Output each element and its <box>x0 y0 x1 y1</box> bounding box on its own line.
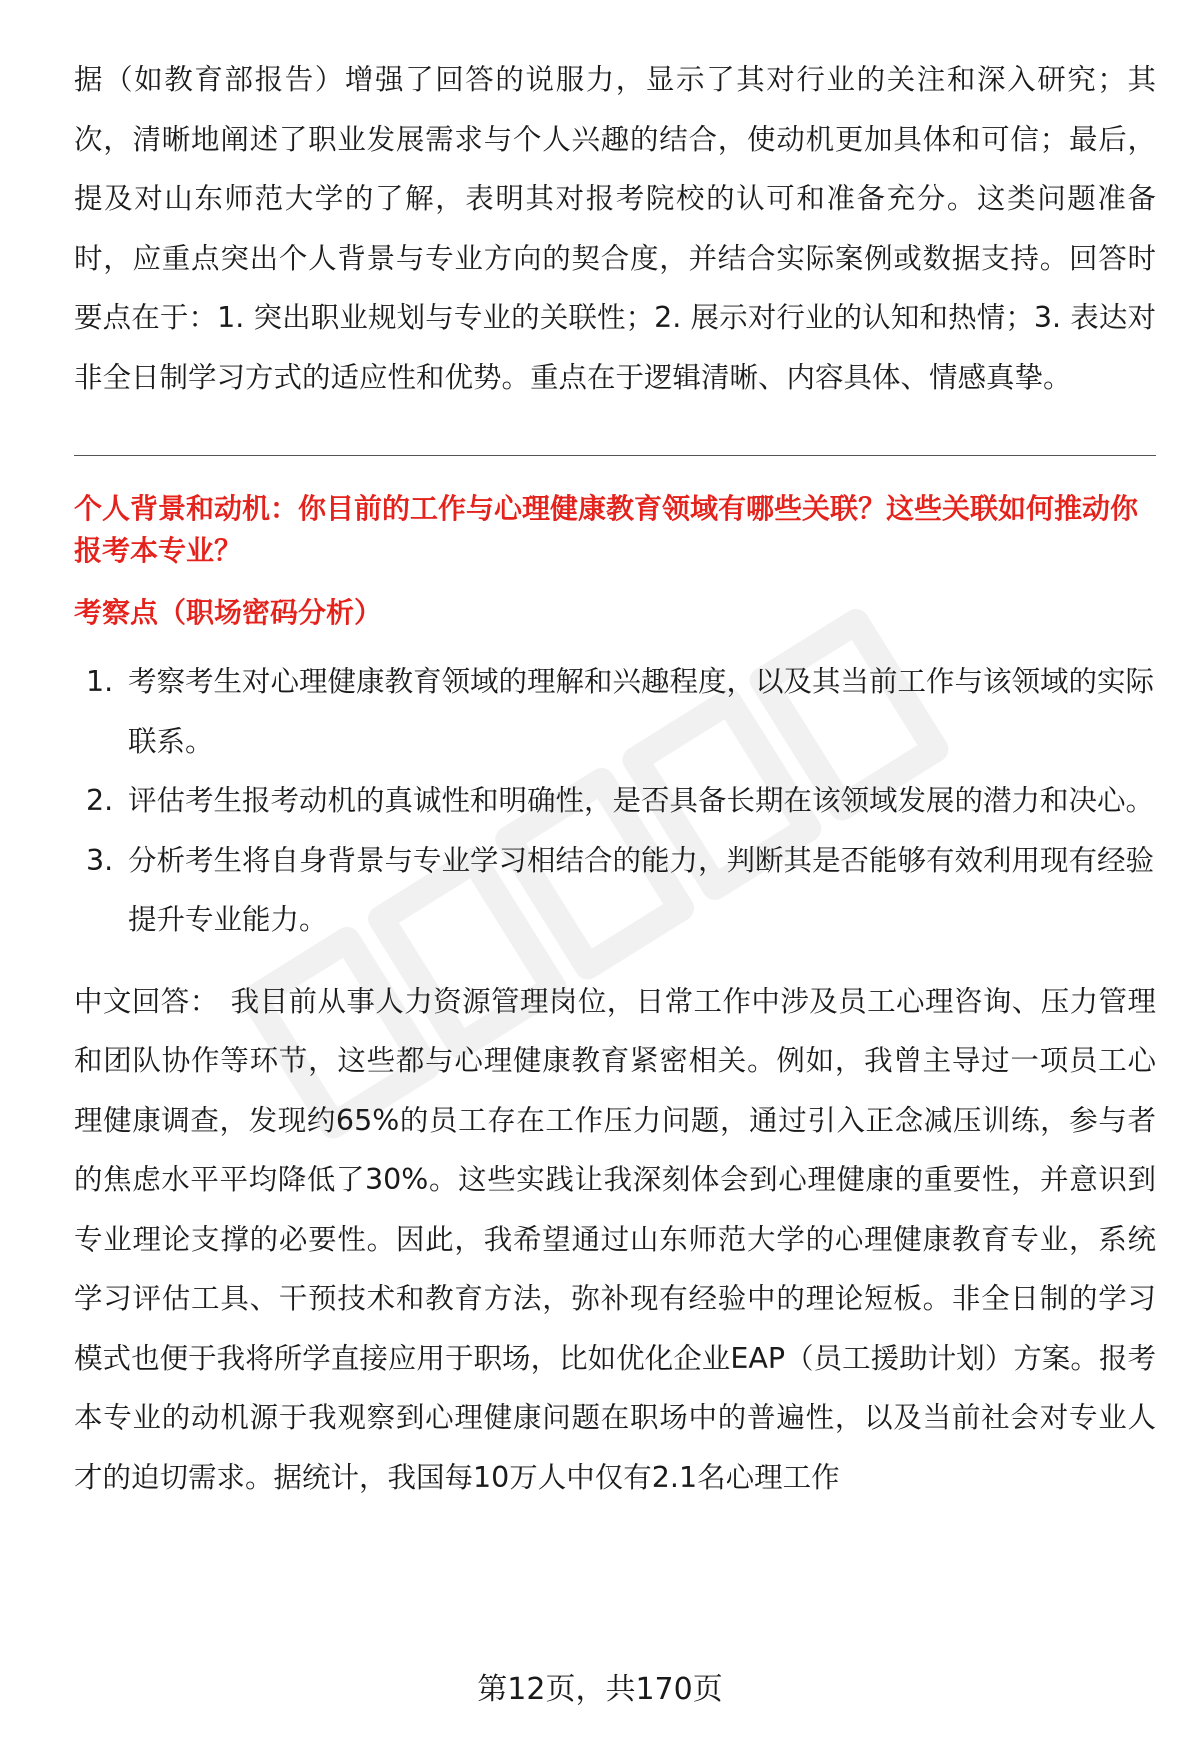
list-item-text: 分析考生将自身背景与专业学习相结合的能力，判断其是否能够有效利用现有经验提升专业能力。 <box>128 843 1155 936</box>
answer-paragraph <box>74 972 1156 1508</box>
list-item-number: 2. <box>86 784 114 817</box>
intro-paragraph: 据（如教育部报告）增强了回答的说服力，显示了其对行业的关注和深入研究；其次，清晰地阐述了职业发展需求与个人兴趣的结合，使动机更加具体和可信；最后，提及对山东师范大学的了解，表明其对报考院校的认可和准备充分。这类问题准备时，应重点突出个人背景与专业方向的契合度，并结合实际案例或数据支持。回答时要点在于：1. 突出职业规划与专业的关联性；2. 展示对行业的认知和热情；3. 表达对非全日制学习方式的适应性和优势。重点在于逻辑清晰、内容具体、情感真挚。 <box>74 63 1156 394</box>
list-item <box>74 652 1156 771</box>
list-item <box>74 831 1156 950</box>
list-item-text: 考察考生对心理健康教育领域的理解和兴趣程度，以及其当前工作与该领域的实际联系。 <box>128 665 1155 758</box>
question-heading: 个人背景和动机：你目前的工作与心理健康教育领域有哪些关联？这些关联如何推动你报考本专业？ <box>74 492 1139 567</box>
answer-label: 中文回答： <box>74 984 219 1018</box>
answer-text: 我目前从事人力资源管理岗位，日常工作中涉及员工心理咨询、压力管理和团队协作等环节，这些都与心理健康教育紧密相关。例如，我曾主导过一项员工心理健康调查，发现约65%的员工存在工作压力问题，通过引入正念减压训练，参与者的焦虑水平平均降低了30%。这些实践让我深刻体会到心理健康的重要性，并意识到专业理论支撑的必要性。因此，我希望通过山东师范大学的心理健康教育专业，系统学习评估工具、干预技术和教育方法，弥补现有经验中的理论短板。非全日制的学习模式也便于我将所学直接应用于职场，比如优化企业EAP（员工援助计划）方案。报考本专业的动机源于我观察到心理健康问题在职场中的普遍性，以及当前社会对专业人才的迫切需求。据统计，我国每10万人中仅有2.1名心理工作 <box>74 984 1156 1494</box>
exam-points-list <box>74 652 1156 950</box>
list-item-number: 3. <box>86 843 114 877</box>
list-item <box>74 771 1156 831</box>
list-item-text: 评估考生报考动机的真诚性和明确性，是否具备长期在该领域发展的潜力和决心。 <box>128 784 1155 817</box>
list-item-number: 1. <box>86 665 114 698</box>
page-content <box>74 50 1156 1507</box>
section-divider <box>74 455 1156 456</box>
page-number-footer: 第12页，共170页 <box>477 1672 723 1707</box>
exam-points-heading: 考察点（职场密码分析） <box>74 596 383 629</box>
